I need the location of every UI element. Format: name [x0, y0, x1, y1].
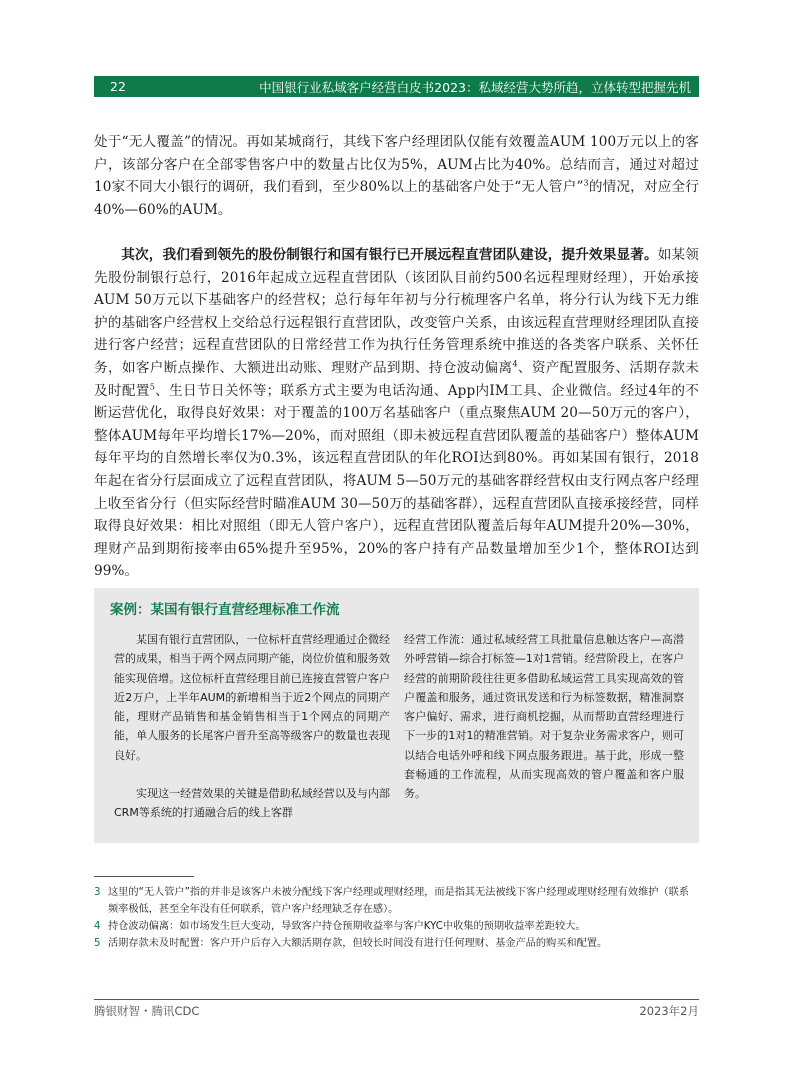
case-box: [94, 588, 699, 843]
p2-text-b: 、资产配置服务、活期存款未及时配置: [94, 359, 699, 399]
case-right-paragraph-1: 经营工作流：通过私域经营工具批量信息触达客户—高潜外呼营销—综合打标签—1对1营销。经营阶段上，在客户经营的前期阶段往往更多借助私域运营工具实现高效的管户覆盖和服务，通过资讯发送和行为标签数据，精准洞察客户偏好、需求，进行商机挖掘，从而帮助直营经理进行下一步的1对1的精准营销。对于复杂业务需求客户，则可以结合电话外呼和线下网点服务跟进。基于此，形成一整套畅通的工作流程，从而实现高效的管户覆盖和客户服务。: [404, 633, 684, 801]
footnote-ref-4: 4: [512, 359, 518, 369]
footnote-ref-5: 5: [149, 382, 155, 392]
footnote-text: 持仓波动偏离：如市场发生巨大变动，导致客户持仓预期收益率与客户KYC中收集的预期收益率差距较大。: [108, 921, 586, 932]
case-title: 案例：某国有银行直营经理标准工作流: [110, 602, 340, 618]
case-left-paragraph-1: 某国有银行直营团队，一位标杆直营经理通过企微经营的成果，相当于两个网点同期产能，岗位价值和服务效能实现倍增。这位标杆直营经理目前已连接直营管户客户近2万户，上半年AUM的新增相当于近2个网点的同期产能，理财产品销售和基金销售相当于1个网点的同期产能，单人服务的长尾客户晋升至高等级客户的数量也表现良好。: [114, 633, 390, 762]
footer-publisher: 腾银财智・腾讯CDC: [94, 1004, 200, 1018]
footnote-text: 活期存款未及时配置：客户开户后存入大额活期存款，但较长时间没有进行任何理财、基金产品的购买和配置。: [108, 938, 608, 949]
footer-divider: [94, 999, 699, 1000]
page-number: 22: [110, 79, 126, 94]
case-right-column: [404, 630, 684, 804]
footnote-number: 5: [94, 938, 101, 949]
case-left-paragraph-2: 实现这一经营效果的关键是借助私域经营以及与内部CRM等系统的打通融合后的线上客群: [114, 787, 390, 820]
p2-lead: 其次，我们看到领先的股份制银行和国有银行已开展远程直营团队建设，提升效果显著。: [121, 247, 658, 263]
paragraph-2: [94, 244, 699, 583]
page-footer: [94, 1003, 699, 1019]
page-header: [94, 76, 699, 97]
footnote-text: 这里的“无人管户”指的并非是该客户未被分配线下客户经理或理财经理，而是指其无法被线下客户经理或理财经理有效维护（联系频率极低，甚至全年没有任何联系，管户客户经理缺乏存在感）。: [108, 887, 690, 915]
p2-text-c: 、生日节日关怀等；联系方式主要为电话沟通、App内IM工具、企业微信。经过4年的不断运营优化，取得良好效果：对于覆盖的100万名基础客户（重点聚焦AUM 20—50万元的客户），整体AUM每年平均增长17%—20%，而对照组（即未被远程直营团队覆盖的基础客户）整体AUM每年平均的自然增长率仅为0.3%，该远程直营团队的年化ROI达到80%。再如某国有银行，2018年起在省分行层面成立了远程直营团队，将AUM 5—50万元的基础客群经营权由支行网点客户经理上收至省分行（但实际经营时瞄准AUM 30—50万的基础客群），远程直营团队直接承接经营，同样取得良好效果：相比对照组（即无人管户客户），远程直营团队覆盖后每年AUM提升20%—30%，理财产品到期衔接率由65%提升至95%，20%的客户持有产品数量增加至少1个，整体ROI达到99%。: [94, 382, 699, 580]
footnote-number: 4: [94, 921, 101, 932]
footnote-item: [94, 918, 699, 935]
footnote-item: [94, 935, 699, 952]
header-title: 中国银行业私域客户经营白皮书2023：私域经营大势所趋，立体转型把握先机: [259, 79, 691, 95]
footer-date: 2023年2月: [639, 1004, 699, 1018]
footnote-divider: [94, 876, 194, 877]
case-left-column: [114, 630, 390, 823]
p1-tail: 的情况，对应全行40%—60%的AUM。: [94, 179, 699, 218]
p2-text-a: 如某领先股份制银行总行，2016年起成立远程直营团队（该团队目前约500名远程理财经理），开始承接AUM 50万元以下基础客户的经营权；总行每年年初与分行梳理客户名单，将分行认为线下无力维护的基础客户经营权上交给总行远程银行直营团队，改变管户关系，由该远程直营理财经理团队直接进行客户经营；远程直营团队的日常经营工作为执行任务管理系统中推送的各类客户联系、关怀任务，如客户断点操作、大额进出动账、理财产品到期、持仓波动偏离: [94, 247, 699, 376]
paragraph-1: [94, 131, 699, 221]
footnote-ref-3: 3: [583, 178, 589, 188]
p1-text: 处于“无人覆盖”的情况。再如某城商行，其线下客户经理团队仅能有效覆盖AUM 100万元以上的客户，该部分客户在全部零售客户中的数量占比仅为5%，AUM占比为40%。总结而言，通过对超过10家不同大小银行的调研，我们看到，至少80%以上的基础客户处于“无人管户”: [94, 134, 699, 196]
footnote-number: 3: [94, 887, 101, 898]
footnotes: [94, 884, 699, 952]
footnote-item: [94, 884, 699, 918]
